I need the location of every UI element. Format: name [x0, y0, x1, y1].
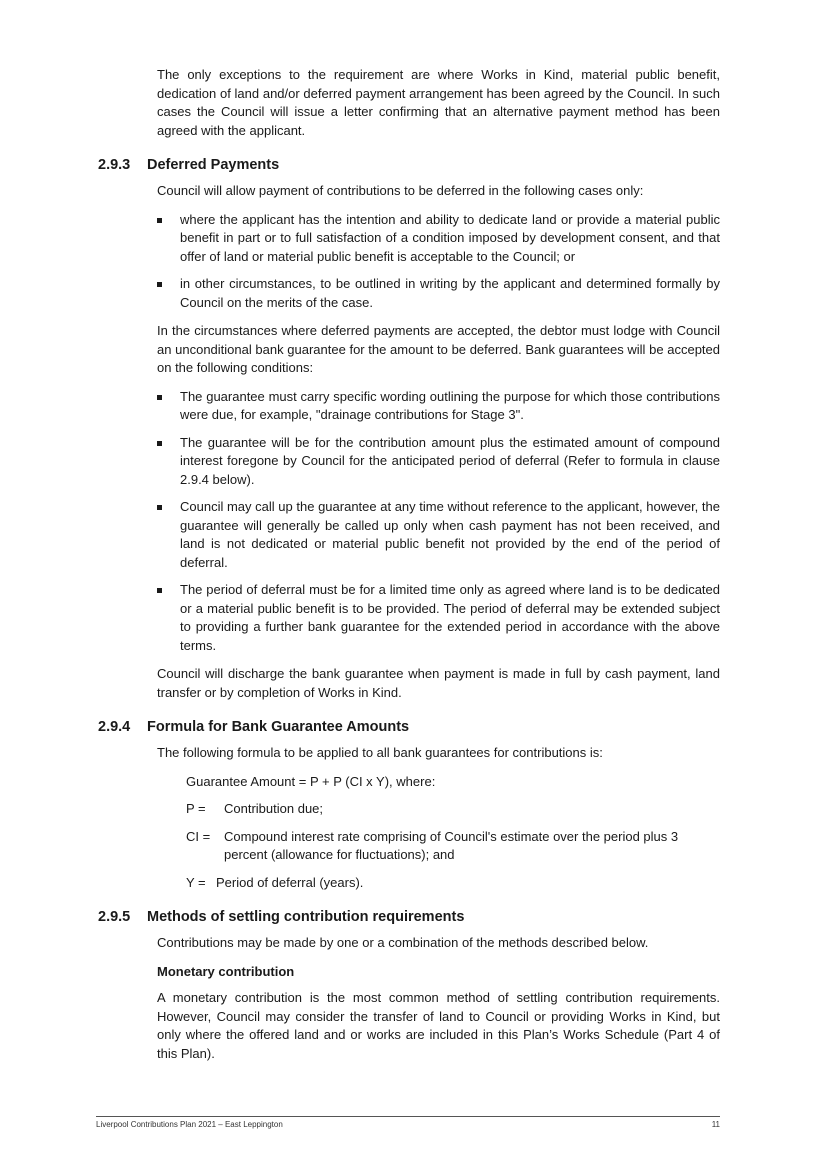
section-heading-2-9-3	[98, 156, 720, 174]
list-item: in other circumstances, to be outlined in writing by the applicant and determined formally by Council on the merits of the case.	[157, 275, 720, 312]
document-body	[98, 66, 720, 1073]
definition-symbol: P =	[186, 801, 206, 816]
definition-symbol: CI =	[186, 828, 211, 844]
paragraph: In the circumstances where deferred payments are accepted, the debtor must lodge with Council an unconditional bank guarantee for the amount to be deferred. Bank guarantees will be accepted on the following conditions:	[157, 323, 720, 375]
list-item: Council may call up the guarantee at any time without reference to the applicant, however, the guarantee will generally be called up only when cash payment has not been received, and land is not dedicated or material public benefit not provided by the end of the period of deferral.	[157, 498, 720, 572]
paragraph: Council will discharge the bank guarantee when payment is made in full by cash payment, land transfer or by completion of Works in Kind.	[157, 666, 720, 700]
list-item: The guarantee must carry specific wording outlining the purpose for which those contributions were due, for example, "drainage contributions for Stage 3".	[157, 388, 720, 425]
intro-paragraph: The only exceptions to the requirement are where Works in Kind, material public benefit, dedication of land and/or deferred payment arrangement has been agreed by the Council. In such cases the Council will issue a letter confirming that an alternative payment method has been agreed with the applicant.	[157, 67, 720, 138]
page-footer	[96, 1116, 720, 1129]
page-number: 11	[711, 1120, 720, 1129]
subheading-monetary-contribution: Monetary contribution	[157, 963, 295, 979]
bullet-list	[157, 388, 720, 656]
paragraph: A monetary contribution is the most common method of settling contribution requirements. However, Council may consider the transfer of land to Council or providing Works in Kind, but only where the offered land and or works are included in this Plan’s Works Schedule (Part 4 of this Plan).	[157, 990, 720, 1061]
definition-text: Compound interest rate comprising of Council's estimate over the period plus 3 percent (allowance for fluctuations); and	[224, 828, 679, 862]
paragraph: Council will allow payment of contributions to be deferred in the following cases only:	[157, 183, 644, 198]
footer-document-title: Liverpool Contributions Plan 2021 – East Leppington	[96, 1120, 283, 1129]
definition-ci	[186, 828, 720, 865]
section-title: Formula for Bank Guarantee Amounts	[147, 719, 410, 735]
section-number: 2.9.3	[98, 157, 131, 173]
formula-line: Guarantee Amount = P + P (CI x Y), where:	[186, 773, 436, 789]
paragraph: Contributions may be made by one or a combination of the methods described below.	[157, 935, 649, 950]
list-item: The period of deferral must be for a limited time only as agreed where land is to be dedicated or a material public benefit is to be provided. The period of deferral may be extended subject to providing a further bank guarantee for the extended period in accordance with the above terms.	[157, 581, 720, 655]
definition-y	[186, 874, 720, 893]
section-heading-2-9-5	[98, 908, 720, 926]
section-heading-2-9-4	[98, 718, 720, 736]
paragraph: The following formula to be applied to all bank guarantees for contributions is:	[157, 745, 603, 760]
section-title: Deferred Payments	[147, 157, 280, 173]
definition-symbol: Y =	[186, 874, 206, 890]
definition-text: Period of deferral (years).	[216, 874, 364, 890]
section-title: Methods of settling contribution requirements	[147, 909, 465, 925]
definition-text: Contribution due;	[224, 801, 324, 816]
section-number: 2.9.5	[98, 909, 131, 925]
formula-block	[186, 773, 720, 893]
definition-p	[186, 800, 720, 819]
list-item: The guarantee will be for the contribution amount plus the estimated amount of compound interest foregone by Council for the anticipated period of deferral (Refer to formula in clause 2.9.4 below).	[157, 434, 720, 490]
section-number: 2.9.4	[98, 719, 131, 735]
bullet-list	[157, 211, 720, 313]
list-item: where the applicant has the intention and ability to dedicate land or provide a material public benefit in part or to full satisfaction of a condition imposed by development consent, and that offer of land or material public benefit is acceptable to the Council; or	[157, 211, 720, 267]
